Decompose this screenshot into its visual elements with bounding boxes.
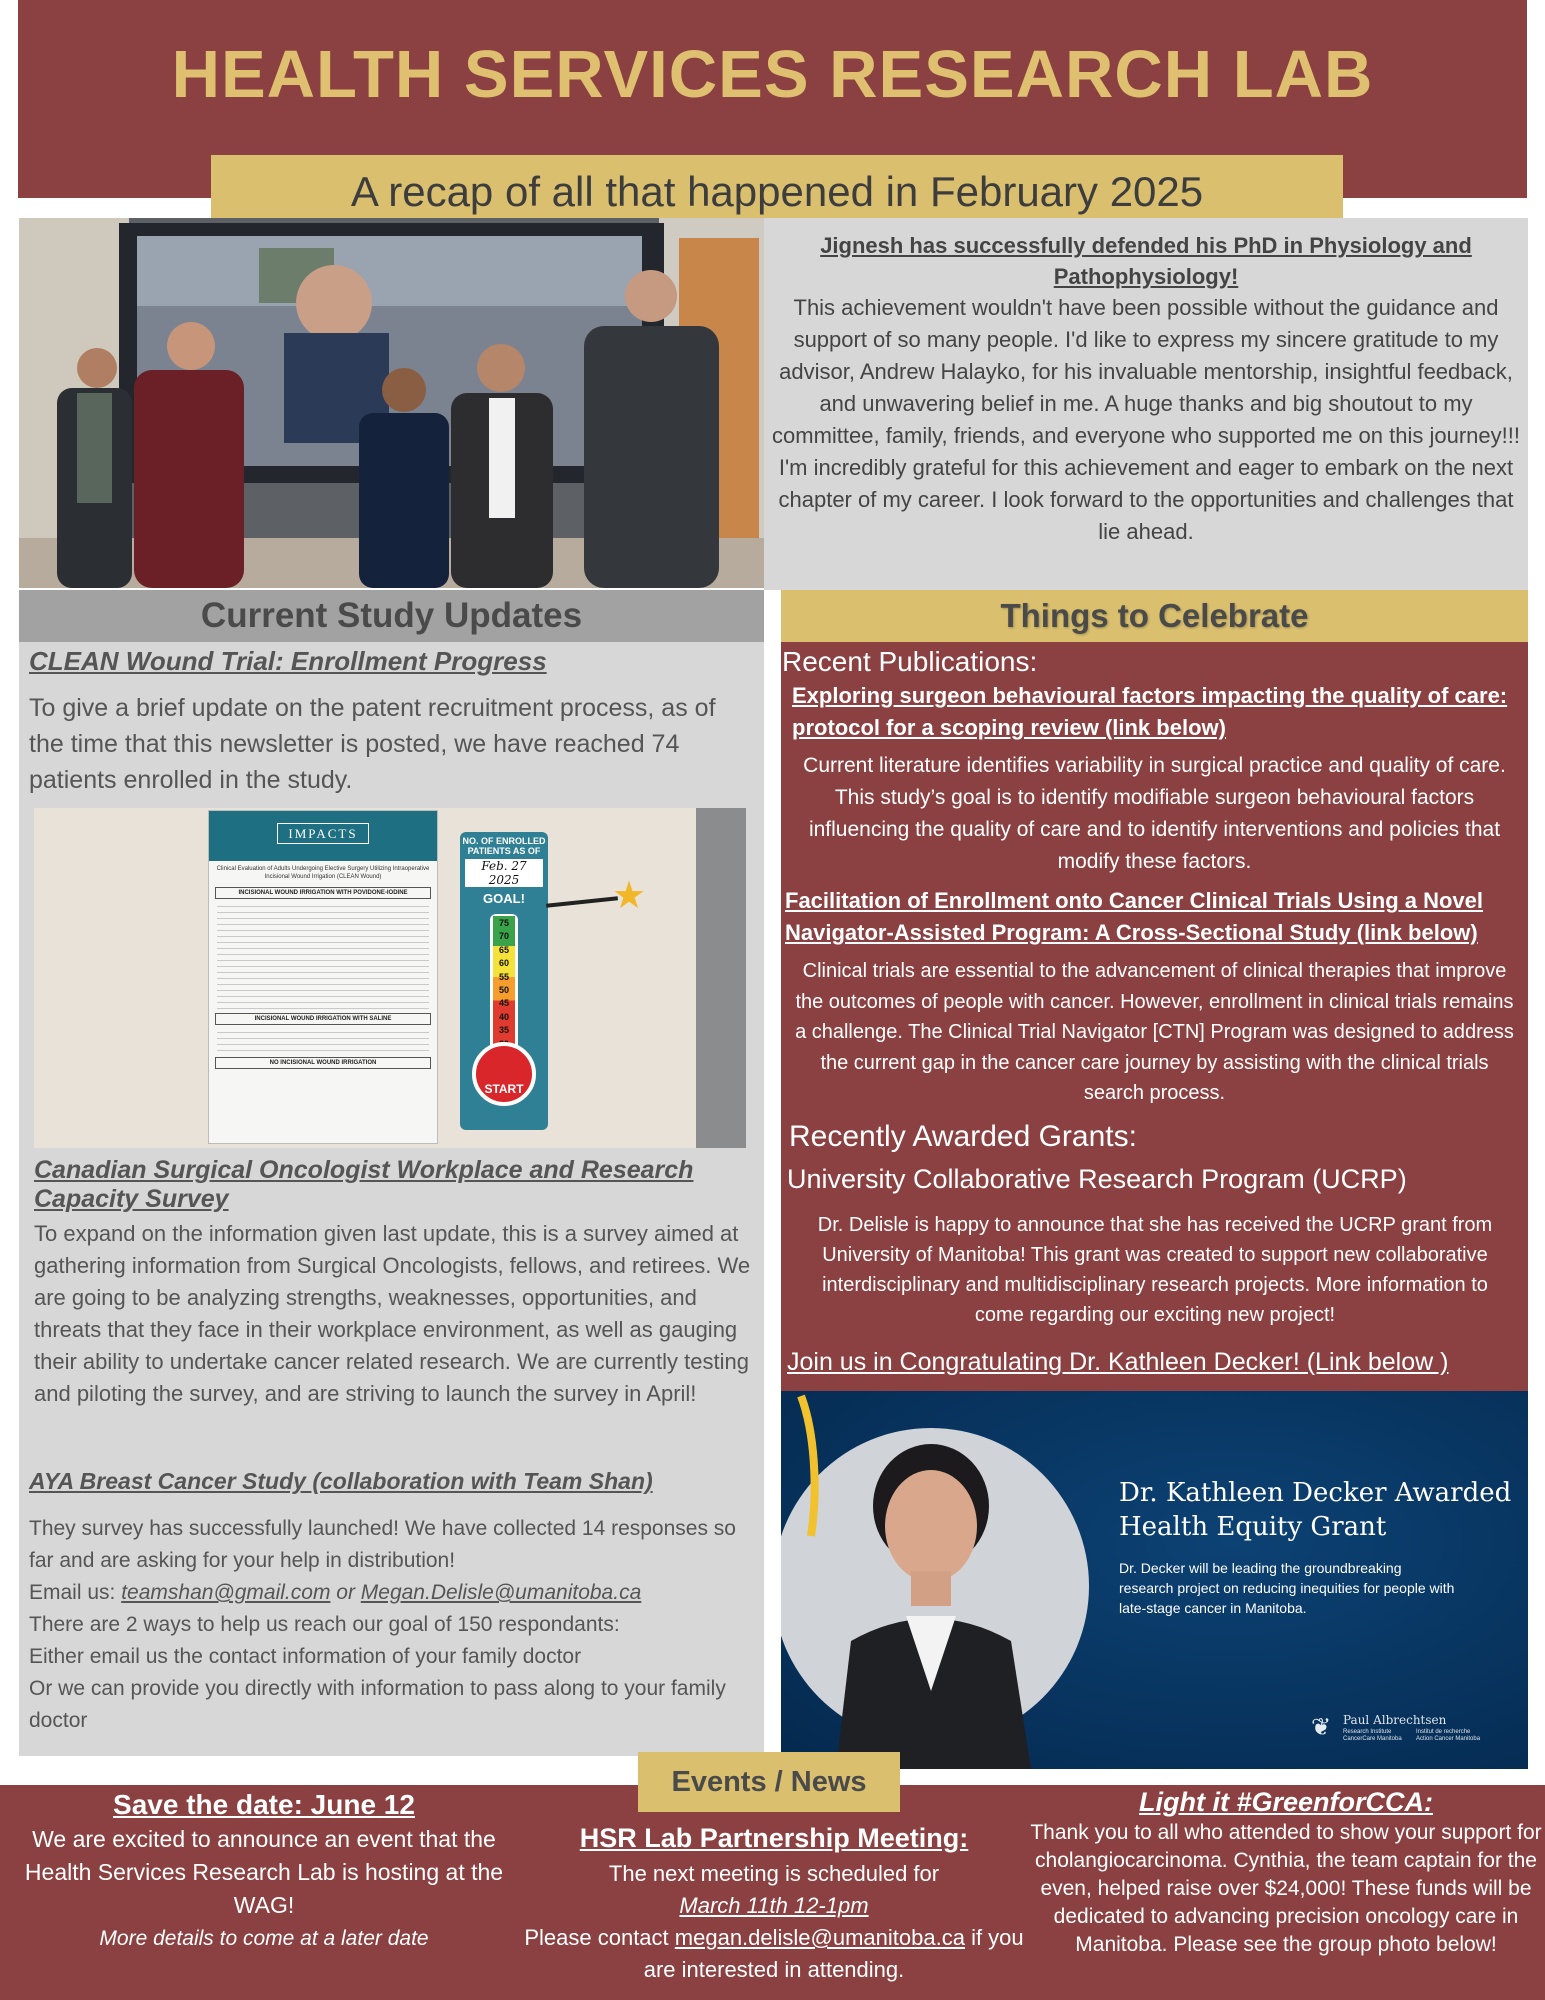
thermometer-header: NO. OF ENROLLED PATIENTS AS OF [462, 836, 546, 856]
poster-body-text [217, 901, 429, 1011]
events-heading: Events / News [638, 1752, 900, 1812]
decker-grant-image [781, 1391, 1528, 1769]
door-frame [696, 808, 746, 1148]
star-icon: ★ [612, 875, 647, 917]
thermometer-board [460, 832, 548, 1130]
goal-arrow [546, 896, 618, 908]
decker-headline: Dr. Kathleen Decker Awarded Health Equity Grant [1119, 1478, 1512, 1542]
clean-trial-title[interactable]: CLEAN Wound Trial: Enrollment Progress [29, 646, 547, 676]
publication-1-text: Current literature identifies variability in surgical practice and quality of care. This study’s goal is to identify modifiable surgeon behavioural factors influencing the quality of care and to identify interventions and policies that modify these factors. [803, 754, 1506, 873]
contact-prefix: Please contact [524, 1925, 675, 1950]
cca-title: Light it #GreenforCCA: [1139, 1787, 1433, 1817]
aya-email-prefix: Email us: [29, 1581, 122, 1604]
thermometer-scale-label: 50 [498, 985, 509, 995]
poster-section-1: INCISIONAL WOUND IRRIGATION WITH POVIDONE-IODINE [215, 887, 431, 899]
meeting-contact [516, 1922, 1032, 1986]
save-date-note: More details to come at a later date [99, 1927, 429, 1950]
group-photo [19, 218, 764, 588]
impacts-logo: IMPACTS [277, 823, 368, 844]
publication-2-text: Clinical trials are essential to the advancement of clinical therapies that improve the outcomes of people with cancer. However, enrollment in clinical trials remains a challenge. The Clinical Trial Navigator [CTN] Program was designed to address the current gap in the cancer care journey by assisting with the clinical trials search process. [795, 960, 1514, 1104]
logo-sub-4: Action Cancer Manitoba [1416, 1736, 1481, 1742]
study-updates-heading: Current Study Updates [19, 590, 764, 642]
event-green-for-cca [1030, 1785, 1542, 1959]
phd-heading: Jignesh has successfully defended his PhD in Physiology and Pathophysiology! [820, 233, 1472, 289]
thermometer-bulb [472, 1042, 536, 1106]
start-label: START [484, 1082, 524, 1096]
enrollment-poster-photo [34, 808, 746, 1148]
teamshan-email-link[interactable]: teamshan@gmail.com [121, 1581, 331, 1604]
decker-description: Dr. Decker will be leading the groundbreaking research project on reducing inequities for people with late-stage cancer in Manitoba. [1119, 1560, 1455, 1616]
aya-or: or [330, 1581, 361, 1604]
grant-text: Dr. Delisle is happy to announce that she has received the UCRP grant from University of Manitoba! This grant was created to support new collaborative interdisciplinary and multidisciplinary research projects. More information to come regarding our exciting new project! [817, 1214, 1493, 1326]
thermometer-tube [490, 914, 518, 1054]
aya-study-body [29, 1513, 757, 1737]
survey-text: To expand on the information given last update, this is a survey aimed at gathering information from Surgical Oncologists, fellows, and retirees. We are going to be analyzing strengths, weaknesses, opportunities, and threats that they face in their workplace environment, as well as gauging their ability to undertake cancer related research. We are currently testing and piloting the survey, and are striving to launch the survey in April! [34, 1221, 751, 1406]
publications-heading: Recent Publications: [782, 646, 1038, 677]
clean-trial-text: To give a brief update on the patent recruitment process, as of the time that this newsletter is posted, we have reached 74 patients enrolled in the study. [29, 694, 716, 794]
cca-text: Thank you to all who attended to show your support for cholangiocarcinoma. Cynthia, the team captain for the even, helped raise over $24,000! These funds will be dedicated to advancing precision oncology care in Manitoba. Please see the group photo below! [1030, 1821, 1542, 1956]
megan-email-link[interactable]: Megan.Delisle@umanitoba.ca [360, 1581, 642, 1604]
thermometer-scale-label: 45 [498, 998, 509, 1009]
decker-congrats-link[interactable]: Join us in Congratulating Dr. Kathleen Decker! (Link below ) [787, 1348, 1449, 1376]
thermometer-scale-label: 55 [498, 971, 509, 982]
thermometer-date: Feb. 27 2025 [465, 859, 543, 887]
celebrate-heading: Things to Celebrate [781, 590, 1528, 642]
event-partnership-meeting [516, 1818, 1032, 1986]
meeting-date: March 11th 12-1pm [679, 1893, 869, 1918]
save-date-text: We are excited to announce an event that the Health Services Research Lab is hosting at the WAG! [24, 1826, 504, 1918]
phd-announcement [764, 218, 1528, 590]
grant-name: University Collaborative Research Program (UCRP) [787, 1164, 1407, 1194]
contact-suffix: if you are interested in attending. [643, 1925, 1024, 1982]
logo-sub-2: CancerCare Manitoba [1343, 1736, 1402, 1742]
newsletter-title: HEALTH SERVICES RESEARCH LAB [171, 37, 1374, 112]
save-date-title: Save the date: June 12 [113, 1789, 415, 1820]
poster-body-text-2 [217, 1027, 429, 1055]
poster-header [209, 811, 437, 861]
poster-sheet [208, 810, 438, 1144]
goal-label: GOAL! [483, 891, 525, 906]
phd-paragraph-2: I'm incredibly grateful for this achievement and eager to embark on the next chapter of my career. I look forward to the opportunities and challenges that lie ahead. [778, 455, 1514, 544]
aya-line-3: There are 2 ways to help us reach our goal of 150 respondants: [29, 1613, 620, 1636]
thermometer-scale-label: 65 [498, 944, 509, 955]
logo-name: Paul Albrechtsen [1343, 1713, 1447, 1727]
publication-2-title[interactable]: Facilitation of Enrollment onto Cancer Clinical Trials Using a Novel Navigator-Assisted Program: A Cross-Sectional Study (link below) [785, 888, 1484, 945]
aya-study-title[interactable]: AYA Breast Cancer Study (collaboration with Team Shan) [29, 1468, 653, 1494]
thermometer-scale-label: 75 [498, 918, 509, 928]
aya-line-1: They survey has successfully launched! We have collected 14 responses so far and are asking for your help in distribution! [29, 1517, 736, 1572]
grants-heading: Recently Awarded Grants: [789, 1120, 1137, 1153]
meeting-line-1: The next meeting is scheduled for [608, 1861, 940, 1886]
newsletter-subtitle: A recap of all that happened in February 2025 [211, 155, 1343, 228]
poster-title: Clinical Evaluation of Adults Undergoing Elective Surgery Utilizing Intraoperative Incisional Wound Irrigation (CLEAN Wound) [216, 866, 430, 880]
megan-email-link-events[interactable]: megan.delisle@umanitoba.ca [674, 1925, 965, 1950]
logo-sub-3: Institut de recherche [1416, 1729, 1471, 1735]
aya-line-5: Or we can provide you directly with information to pass along to your family doctor [29, 1677, 726, 1732]
feather-icon: ❦ [1311, 1714, 1332, 1741]
thermometer-scale-label: 35 [498, 1025, 509, 1036]
survey-title[interactable]: Canadian Surgical Oncologist Workplace and Research Capacity Survey [34, 1156, 694, 1213]
thermometer-scale-label: 60 [498, 958, 509, 969]
aya-email-line [29, 1577, 757, 1609]
meeting-title: HSR Lab Partnership Meeting: [579, 1823, 969, 1853]
publication-1-title[interactable]: Exploring surgeon behavioural factors impacting the quality of care: protocol for a scoping review (link below) [792, 683, 1508, 740]
logo-sub-1: Research Institute [1343, 1729, 1392, 1735]
thermometer-scale-label: 40 [498, 1011, 509, 1022]
aya-line-4: Either email us the contact information of your family doctor [29, 1645, 582, 1668]
event-save-the-date [8, 1787, 520, 1956]
poster-section-3: NO INCISIONAL WOUND IRRIGATION [215, 1057, 431, 1069]
phd-paragraph-1: This achievement wouldn't have been possible without the guidance and support of so many people. I'd like to express my sincere gratitude to my advisor, Andrew Halayko, for his invaluable mentorship, insightful feedback, and unwavering belief in me. A huge thanks and big shoutout to my committee, family, friends, and everyone who supported me on this journey!!! [772, 295, 1520, 448]
poster-section-2: INCISIONAL WOUND IRRIGATION WITH SALINE [215, 1013, 431, 1025]
thermometer-scale-label: 70 [498, 931, 509, 942]
